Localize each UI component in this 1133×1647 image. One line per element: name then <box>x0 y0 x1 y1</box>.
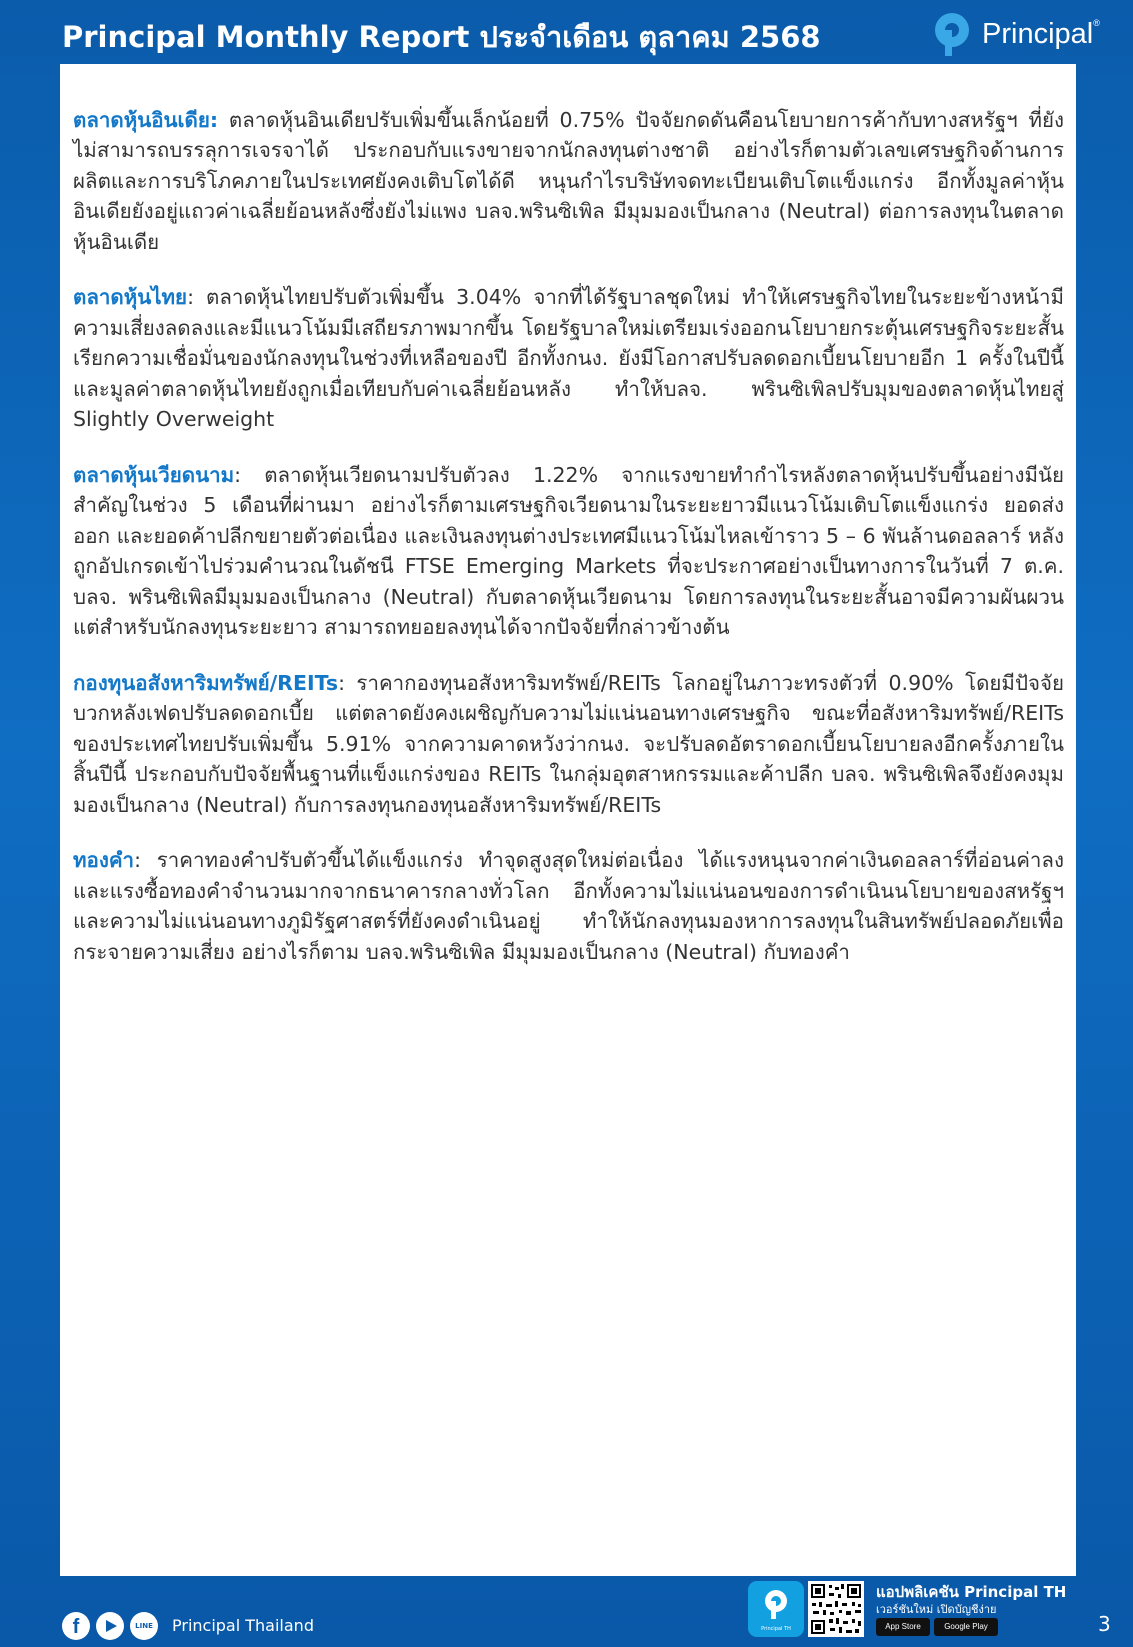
section-title: ตลาดหุ้นไทย <box>73 285 188 309</box>
principal-logo <box>932 12 1122 56</box>
report-content-panel <box>60 64 1076 1576</box>
google-play-badge[interactable]: Google Play <box>934 1618 998 1636</box>
principal-app-icon[interactable] <box>748 1581 804 1637</box>
section-body: : ราคาทองคำปรับตัวขึ้นได้แข็งแกร่ง ทำจุดสูงสุดใหม่ต่อเนื่อง ได้แรงหนุนจากค่าเงินดอลลาร์ที่อ่อนค่าลง และแรงซื้อทองคำจำนวนมากจากธนาคารกลางทั่วโลก อีกทั้งความไม่แน่นอนของการดำเนินนโยบายของสหรัฐฯ และความไม่แน่นอนทางภูมิรัฐศาสตร์ที่ยังคงดำเนินอยู่ ทำให้นักลงทุนมองหาการลงทุนในสินทรัพย์ปลอดภัยเพื่อกระจายความเสี่ยง อย่างไรก็ตาม บลจ.พรินซิเพิล มีมุมมองเป็นกลาง (Neutral) กับทองคำ <box>73 848 1064 964</box>
section-gold <box>73 845 1064 967</box>
app-icon-label: Principal TH <box>761 1626 791 1632</box>
section-body: : ราคากองทุนอสังหาริมทรัพย์/REITs โลกอยู่ในภาวะทรงตัวที่ 0.90% โดยมีปัจจัยบวกหลังเฟดปรับลดดอกเบี้ย แต่ตลาดยังคงเผชิญกับความไม่แน่นอนทางเศรษฐกิจ ขณะที่อสังหาริมทรัพย์/REITs ของประเทศไทยปรับเพิ่มขึ้น 5.91% จากความคาดหวังว่ากนง. จะปรับลดอัตราดอกเบี้ยนโยบายลงอีกครั้งภายในสิ้นปีนี้ ประกอบกับปัจจัยพื้นฐานที่แข็งแกร่งของ REITs ในกลุ่มอุตสาหกรรมและค้าปลีก บลจ. พรินซิเพิลจึงยังคงมุมมองเป็นกลาง (Neutral) กับการลงทุนกองทุนอสังหาริมทรัพย์/REITs <box>73 670 1064 817</box>
section-body: : ตลาดหุ้นเวียดนามปรับตัวลง 1.22% จากแรงขายทำกำไรหลังตลาดหุ้นปรับขึ้นอย่างมีนัยสำคัญในช่วง 5 เดือนที่ผ่านมา อย่างไรก็ตามเศรษฐกิจเวียดนามในระยะยาวมีแนวโน้มเติบโตแข็งแกร่ง ยอดส่งออก และยอดค้าปลีกขยายตัวต่อเนื่อง และเงินลงทุนต่างประเทศมีแนวโน้มไหลเข้าราว 5 – 6 พันล้านดอลลาร์ หลังถูกอัปเกรดเข้าไปร่วมคำนวณในดัชนี FTSE Emerging Markets ที่จะประกาศอย่างเป็นทางการในวันที่ 7 ต.ค. บลจ. พรินซิเพิลมีมุมมองเป็นกลาง (Neutral) กับตลาดหุ้นเวียดนาม โดยการลงทุนในระยะสั้นอาจมีความผันผวน แต่สำหรับนักลงทุนระยะยาว สามารถทยอยลงทุนได้จากปัจจัยที่กล่าวข้างต้น <box>73 462 1064 639</box>
facebook-icon[interactable]: f <box>62 1612 90 1640</box>
principal-logo-icon <box>932 12 972 58</box>
section-thai-market <box>73 282 1064 435</box>
section-india-market <box>73 105 1064 258</box>
logo-wordmark: Principal® <box>982 18 1100 50</box>
section-title: ตลาดหุ้นอินเดีย: <box>73 107 219 132</box>
line-icon[interactable]: LINE <box>130 1612 158 1640</box>
market-sections <box>60 64 1076 967</box>
section-body: : ตลาดหุ้นไทยปรับตัวเพิ่มขึ้น 3.04% จากที่ได้รัฐบาลชุดใหม่ ทำให้เศรษฐกิจไทยในระยะข้างหน้ามีความเสี่ยงลดลงและมีแนวโน้มมีเสถียรภาพมากขึ้น โดยรัฐบาลใหม่เตรียมเร่งออกนโยบายกระตุ้นเศรษฐกิจระยะสั้น เรียกความเชื่อมั่นของนักลงทุนในช่วงที่เหลือของปี อีกทั้งกนง. ยังมีโอกาสปรับลดดอกเบี้ยนโยบายอีก 1 ครั้งในปีนี้ และมูลค่าตลาดหุ้นไทยยังถูกเมื่อเทียบกับค่าเฉลี่ยย้อนหลัง ทำให้บลจ. พรินซิเพิลปรับมุมของตลาดหุ้นไทยสู่ Slightly Overweight <box>73 285 1064 431</box>
app-logo-icon <box>762 1589 790 1621</box>
page-footer <box>0 1576 1133 1647</box>
social-handle: Principal Thailand <box>172 1616 314 1635</box>
page-number: 3 <box>1098 1612 1111 1636</box>
section-title: กองทุนอสังหาริมทรัพย์/REITs <box>73 670 339 695</box>
section-title: ตลาดหุ้นเวียดนาม <box>73 462 235 487</box>
app-subtitle: เวอร์ชันใหม่ เปิดบัญชีง่าย <box>876 1603 997 1616</box>
section-title: ทองคำ <box>73 848 135 872</box>
section-body: ตลาดหุ้นอินเดียปรับเพิ่มขึ้นเล็กน้อยที่ 0.75% ปัจจัยกดดันคือนโยบายการค้ากับทางสหรัฐฯ ที่ยังไม่สามารถบรรลุการเจรจาได้ ประกอบกับแรงขายจากนักลงทุนต่างชาติ อย่างไรก็ตามตัวเลขเศรษฐกิจด้านการผลิตและการบริโภคภายในประเทศยังคงเติบโตได้ดี หนุนกำไรบริษัทจดทะเบียนเติบโตแข็งแกร่ง อีกทั้งมูลค่าหุ้นอินเดียยังอยู่แถวค่าเฉลี่ยย้อนหลังซึ่งยังไม่แพง บลจ.พรินซิเพิล มีมุมมองเป็นกลาง (Neutral) ต่อการลงทุนในตลาดหุ้นอินเดีย <box>73 107 1064 254</box>
section-reits <box>73 668 1064 821</box>
app-title: แอปพลิเคชัน Principal TH <box>876 1583 1067 1601</box>
qr-code-icon <box>808 1581 864 1637</box>
report-title: Principal Monthly Report ประจำเดือน ตุลาคม 2568 <box>62 20 821 54</box>
app-store-badge[interactable]: App Store <box>876 1618 930 1636</box>
section-vietnam-market <box>73 460 1064 643</box>
page-header <box>0 0 1133 64</box>
youtube-icon[interactable] <box>96 1612 124 1640</box>
